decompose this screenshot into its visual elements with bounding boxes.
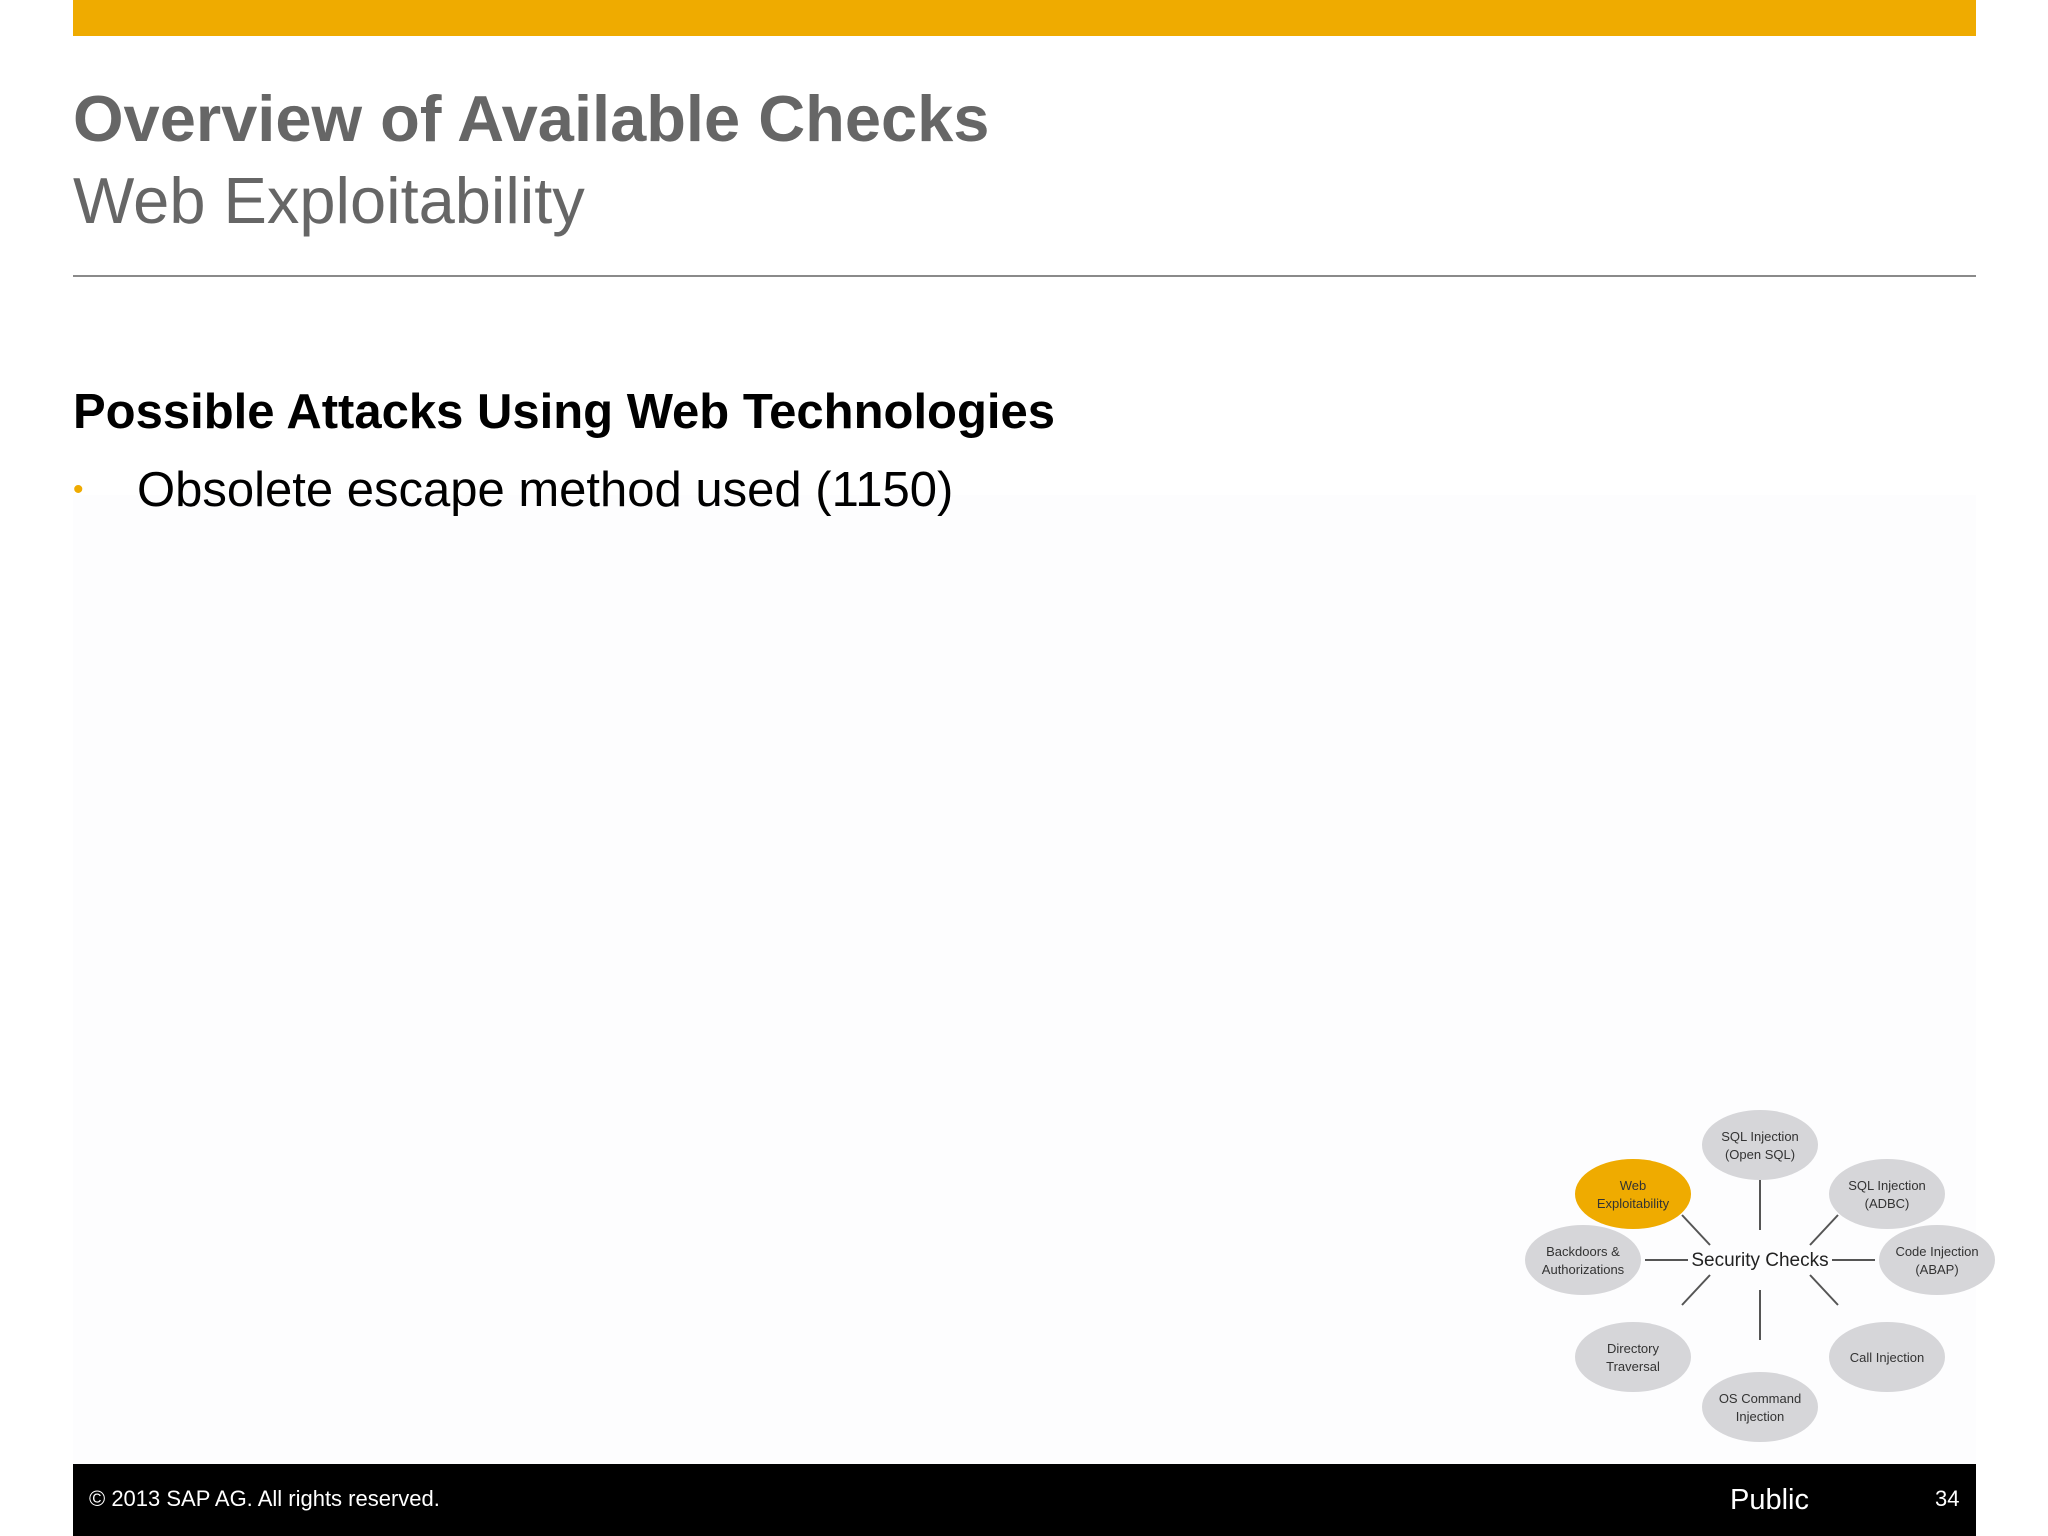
connector-directory-traversal [1682, 1275, 1710, 1305]
node-label: SQL Injection [1848, 1178, 1926, 1193]
node-label: Traversal [1606, 1359, 1660, 1374]
security-checks-diagram [1520, 1075, 2000, 1450]
node-label: Call Injection [1849, 1350, 1925, 1365]
svg-text:Traversal [1606, 1359, 1660, 1374]
node-label: Injection [1735, 1409, 1785, 1424]
svg-text:Call Injection [1850, 1350, 1924, 1365]
svg-text:SQL Injection [1721, 1129, 1799, 1144]
section-heading: Possible Attacks Using Web Technologies [73, 385, 1056, 439]
node-label: OS Command [1718, 1391, 1802, 1406]
svg-text:OS Command [1719, 1391, 1801, 1406]
svg-text:(ABAP) [1915, 1262, 1958, 1277]
copyright-text: © 2013 SAP AG. All rights reserved. [89, 1486, 440, 1511]
node-sql-open [1702, 1110, 1818, 1180]
svg-text:Code Injection [1895, 1244, 1978, 1259]
node-code-injection [1879, 1225, 1995, 1295]
node-label: (ADBC) [1864, 1196, 1910, 1211]
node-label: (Open SQL) [1724, 1147, 1796, 1162]
node-label: Directory [1606, 1341, 1660, 1356]
svg-text:Authorizations [1542, 1262, 1625, 1277]
svg-text:SQL Injection [1848, 1178, 1926, 1193]
footer [73, 1464, 1976, 1536]
svg-text:Directory [1607, 1341, 1660, 1356]
page-number: 34 [1935, 1486, 1960, 1511]
node-label: Backdoors & [1546, 1244, 1620, 1259]
node-web-exploitability [1575, 1159, 1691, 1229]
connector-call-injection [1810, 1275, 1838, 1305]
svg-text:Web [1620, 1178, 1647, 1193]
diagram-center-label: Security Checks [1691, 1250, 1829, 1271]
node-label: SQL Injection [1721, 1129, 1799, 1144]
node-directory-traversal [1575, 1322, 1691, 1392]
slide-subtitle: Web Exploitability [73, 164, 585, 237]
node-label: Authorizations [1541, 1262, 1625, 1277]
node-call-injection [1829, 1322, 1945, 1392]
connector-web-exploitability [1682, 1215, 1710, 1245]
connector-sql-adbc [1810, 1215, 1838, 1245]
svg-text:Backdoors & [1546, 1244, 1620, 1259]
svg-text:(ADBC) [1865, 1196, 1910, 1211]
node-os-command [1702, 1372, 1818, 1442]
classification-label: Public [1730, 1484, 1809, 1516]
node-label: Code Injection [1895, 1244, 1979, 1259]
top-accent-bar [73, 0, 1976, 36]
node-backdoors [1525, 1225, 1641, 1295]
svg-text:Exploitability [1597, 1196, 1670, 1211]
bullet-text: Obsolete escape method used (1150) [137, 463, 954, 517]
svg-text:Injection [1736, 1409, 1784, 1424]
node-label: (ABAP) [1915, 1262, 1959, 1277]
slide-title: Overview of Available Checks [73, 82, 990, 155]
node-label: Web [1619, 1178, 1647, 1193]
svg-text:(Open SQL) [1725, 1147, 1795, 1162]
node-label: Exploitability [1596, 1196, 1670, 1211]
bullet-icon: • [73, 473, 84, 506]
node-sql-adbc [1829, 1159, 1945, 1229]
title-divider [73, 275, 1976, 277]
